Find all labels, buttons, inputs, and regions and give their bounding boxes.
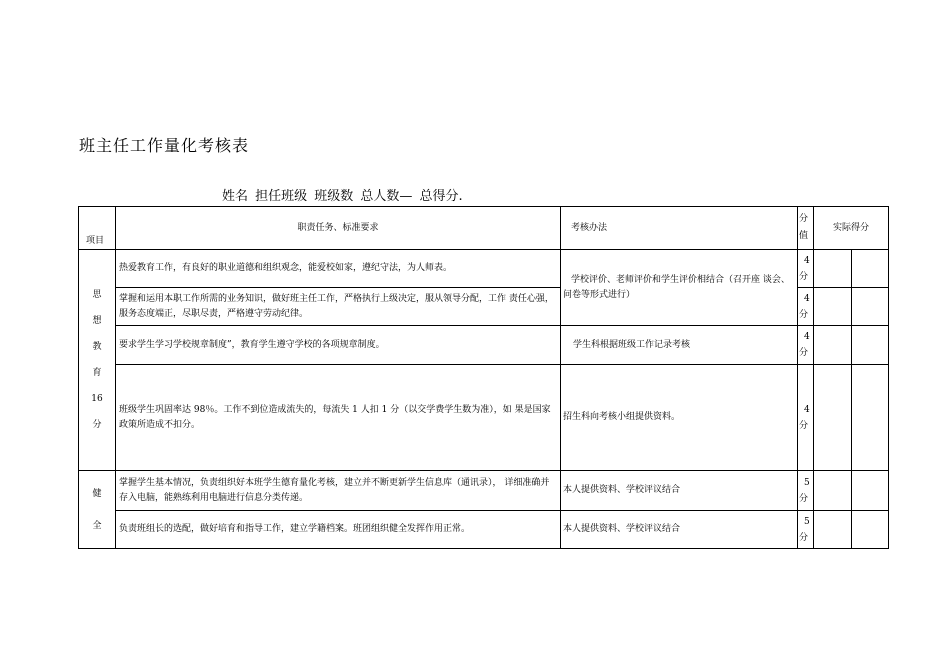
table-row bbox=[79, 471, 889, 511]
category-label: 思 想 教 育 16 分 bbox=[91, 290, 103, 430]
actual-score-cell[interactable] bbox=[814, 365, 852, 471]
assessment-table bbox=[78, 206, 889, 549]
method-cell: 学生科根据班级工作记录考核 bbox=[561, 326, 798, 365]
actual-score-cell[interactable] bbox=[814, 326, 852, 365]
duty-cell: 热爱教育工作，有良好的职业道德和组织观念，能爱校如家，遵纪守法，为人师表。 bbox=[116, 250, 561, 288]
method-cell: 招生科向考核小组提供资料。 bbox=[561, 365, 798, 471]
page-title: 班主任工作量化考核表 bbox=[79, 136, 250, 155]
score-cell: 4 分 bbox=[798, 288, 814, 326]
table-row bbox=[79, 365, 889, 471]
score-cell: 5 分 bbox=[798, 511, 814, 549]
header-score-a: 分 bbox=[799, 214, 809, 224]
actual-score-cell-2[interactable] bbox=[852, 511, 889, 549]
actual-score-cell-2[interactable] bbox=[852, 288, 889, 326]
duty-cell: 班级学生巩固率达 98％。工作不到位造成流失的，每流失 1 人扣 1 分（以交学费学生数为准），如 果是国家政策所造成不扣分。 bbox=[116, 365, 561, 471]
score-cell: 5 分 bbox=[798, 471, 814, 511]
header-score-b: 值 bbox=[799, 231, 809, 241]
actual-score-cell-2[interactable] bbox=[852, 471, 889, 511]
category-label: 健 全 bbox=[92, 488, 102, 531]
header-actual: 实际得分 bbox=[814, 207, 889, 250]
table-row bbox=[79, 511, 889, 549]
method-cell: 本人提供资料、学校评议结合 bbox=[561, 511, 798, 549]
duty-cell: 要求学生学习学校规章制度”，教育学生遵守学校的各项规章制度。 bbox=[116, 326, 561, 365]
duty-cell: 掌握和运用本职工作所需的业务知识，做好班主任工作，严格执行上级决定，服从领导分配，工作 责任心强，服务态度端正，尽职尽责，严格遵守劳动纪律。 bbox=[116, 288, 561, 326]
actual-score-cell[interactable] bbox=[814, 511, 852, 549]
header-method: 考核办法 bbox=[561, 207, 798, 250]
method-cell-merged: 学校评价、老师评价和学生评价相结合（召开座 谈会、问卷等形式进行） bbox=[561, 250, 798, 326]
duty-cell: 掌握学生基本情况，负责组织好本班学生德育量化考核，建立并不断更新学生信息库（通讯录）， 详细准确并存入电脑，能熟练利用电脑进行信息分类传递。 bbox=[116, 471, 561, 511]
actual-score-cell[interactable] bbox=[814, 288, 852, 326]
method-cell: 本人提供资料、学校评议结合 bbox=[561, 471, 798, 511]
score-cell: 4 分 bbox=[798, 250, 814, 288]
table-header-row bbox=[79, 207, 889, 250]
header-duty: 职责任务、标准要求 bbox=[116, 207, 561, 250]
table-row bbox=[79, 250, 889, 288]
header-score bbox=[798, 207, 814, 250]
table-row bbox=[79, 326, 889, 365]
actual-score-cell-2[interactable] bbox=[852, 326, 889, 365]
actual-score-cell[interactable] bbox=[814, 250, 852, 288]
category-cell bbox=[79, 471, 116, 549]
actual-score-cell-2[interactable] bbox=[852, 250, 889, 288]
header-item: 项目 bbox=[79, 207, 116, 250]
actual-score-cell-2[interactable] bbox=[852, 365, 889, 471]
category-cell bbox=[79, 250, 116, 471]
info-line: 姓名 担任班级 班级数 总人数— 总得分. bbox=[222, 189, 463, 204]
actual-score-cell[interactable] bbox=[814, 471, 852, 511]
duty-cell: 负责班组长的选配，做好培育和指导工作，建立学籍档案。班团组织健全发挥作用正常。 bbox=[116, 511, 561, 549]
score-cell: 4 分 bbox=[798, 365, 814, 471]
score-cell: 4 分 bbox=[798, 326, 814, 365]
